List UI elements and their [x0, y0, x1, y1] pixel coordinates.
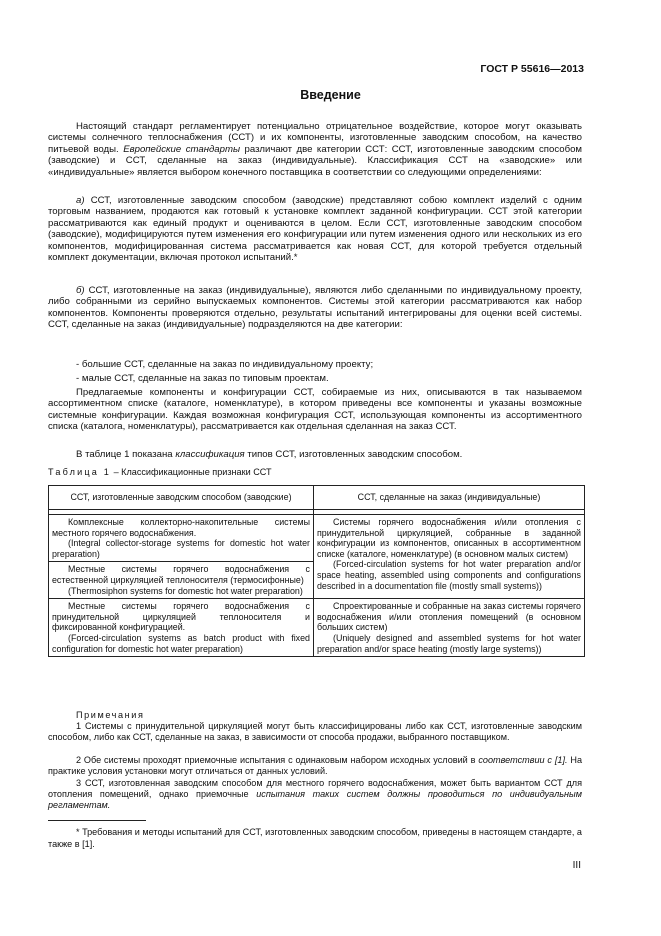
- classification-table: [48, 485, 585, 657]
- page-number: III: [572, 860, 581, 871]
- list-item-large: - большие ССТ, сделанные на заказ по индивидуальному проекту;: [76, 359, 374, 370]
- table-cell-custom: [314, 599, 585, 657]
- table-cell-factory: [49, 562, 314, 599]
- definition-b-text: ССТ, изготовленные на заказ (индивидуальные), являются либо сделанными по индивидуальному проекту, либо собранными из серийно выпускаемых компонентов. Системы этой категории рассматриваются как набор компонентов. Компоненты проверяются отдельно, результаты испытаний интегрированы для оценки всей системы. ССТ, сделанные на заказ (индивидуальные) подразделяются на две категории:: [48, 285, 583, 331]
- standard-header: ГОСТ Р 55616—2013: [480, 63, 584, 75]
- intro-p3-part-b: типов ССТ, изготовленных заводским способом.: [247, 449, 463, 460]
- section-title: Введение: [300, 88, 361, 102]
- cell-text-en: (Forced-circulation systems for hot water preparation and/or space heating, assembled using components and configurations described in a documentation file (mostly small systems)): [317, 559, 581, 591]
- note-3: [48, 778, 582, 810]
- intro-paragraph-2: Предлагаемые компоненты и конфигурации ССТ, собираемые из них, описываются в так называемом ассортиментном списке (каталоге, номенклатуре), в котором приведены все компоненты и указаны возможные системные конфигурации. Каждая возможная конфигурация ССТ, использующая компоненты из ассортиментного списка (каталога, номенклатуры), рассматривается как отдельная сделанная на заказ ССТ.: [48, 387, 582, 433]
- note-1: 1 Системы с принудительной циркуляцией могут быть классифицированы либо как ССТ, изготовленные заводским способом, либо как ССТ, сделанные на заказ, в зависимости от способа продажи, выбранного поставщиком.: [48, 721, 582, 742]
- table-header-custom: ССТ, сделанные на заказ (индивидуальные): [314, 486, 585, 510]
- intro-p1-emphasis: Европейские стандарты: [123, 143, 241, 155]
- definition-b-marker: б): [76, 285, 85, 296]
- table-cell-custom: [314, 515, 585, 599]
- note-3-part-a: 3 ССТ, изготовленная заводским способом для местного горячего водоснабжения, может быть вариантом ССТ для отопления помещений, однако приемочные: [48, 778, 582, 799]
- table-caption: [48, 467, 272, 477]
- table-row: [49, 515, 585, 562]
- note-3-emphasis: испытания таких систем должны проводиться по индивидуальным регламентам.: [48, 788, 582, 810]
- table-header-row: [49, 486, 585, 510]
- intro-paragraph-3: [48, 449, 582, 460]
- table-caption-label: Таблица 1: [48, 467, 112, 477]
- table-caption-text: – Классификационные признаки ССТ: [113, 467, 272, 477]
- table-row: [49, 599, 585, 657]
- cell-text-ru: Местные системы горячего водоснабжения с принудительной циркуляцией теплоносителя и фиксированной конфигурацией.: [52, 601, 310, 633]
- cell-text-en: (Thermosiphon systems for domestic hot water preparation): [68, 585, 303, 596]
- definition-a-text: ССТ, изготовленные заводским способом (заводские) представляют собою комплект изделий с одним торговым названием, продаются как готовый к установке комплект заданной конфигурации. ССТ этой категории рассматриваются как единый продукт и оцениваются в целом. Если ССТ, изготовленные заводским способом (заводские), модифицируются путем изменения его конфигурации или путем изменения одного или нескольких из его компонентов, модифицированная система рассматривается как новая ССТ, для которой требуется отдельный комплект документации, включая протокол испытаний.*: [48, 195, 582, 264]
- footnote: * Требования и методы испытаний для ССТ, изготовленных заводским способом, приведены в настоящем стандарте, а также в [1].: [48, 827, 582, 849]
- definition-a-marker: а): [76, 195, 85, 206]
- note-2: [48, 755, 582, 777]
- cell-text-en: (Uniquely designed and assembled systems for hot water preparation and/or space heating (mostly large systems)): [317, 632, 581, 654]
- note-2-part-a: 2 Обе системы проходят приемочные испытания с одинаковым набором исходных условий в: [76, 755, 476, 765]
- note-2-emphasis: соответствии с [1].: [478, 755, 568, 765]
- intro-p3-emphasis: классификация: [175, 449, 245, 460]
- intro-p1-part-a: Настоящий стандарт регламентирует потенциально отрицательное воздействие, которое могут оказывать системы солнечного теплоснабжения (ССТ) и их компоненты, изготовленные заводским способом, на качество питьевой воды.: [48, 121, 582, 155]
- note-2-part-b: На практике условия установки могут отличаться от данных условий.: [48, 755, 583, 776]
- intro-paragraph-1: [48, 121, 582, 178]
- table-header-factory: ССТ, изготовленные заводским способом (заводские): [49, 486, 314, 510]
- notes-heading: Примечания: [76, 710, 145, 720]
- intro-p3-part-a: В таблице 1 показана: [76, 449, 173, 460]
- definition-a: [48, 195, 582, 263]
- cell-text-ru: Спроектированные и собранные на заказ системы горячего водоснабжения и/или отопления помещений (в основном больших систем): [317, 601, 581, 633]
- cell-text-ru: Системы горячего водоснабжения и/или отопления с принудительной циркуляцией, собранные в заданной конфигурации из компонентов, описанных в ассортиментном списке (каталоге, номенклатуре) (в основном малых систем): [317, 517, 581, 559]
- footnote-separator: [48, 820, 146, 821]
- table-cell-factory: [49, 515, 314, 562]
- cell-text-en: (Forced-circulation systems as batch product with fixed configuration for domestic hot water preparation): [52, 632, 310, 654]
- definition-b: [48, 285, 582, 331]
- cell-text-ru: Комплексные коллекторно-накопительные системы местного горячего водоснабжения.: [52, 517, 310, 538]
- table-cell-factory: [49, 599, 314, 657]
- intro-p1-part-b: различают две категории ССТ: ССТ, изготовленные заводским способом (заводские) и ССТ, сделанные на заказ (индивидуальные). Классификация ССТ на «заводские» или «индивидуальные» является выбором конечного поставщика в соответствии со следующими определениями:: [48, 143, 583, 178]
- cell-text-ru: Местные системы горячего водоснабжения с естественной циркуляцией теплоносителя (термосифонные): [52, 564, 310, 585]
- cell-text-en: (Integral collector-storage systems for domestic hot water preparation): [52, 538, 310, 559]
- list-item-small: - малые ССТ, сделанные на заказ по типовым проектам.: [76, 373, 329, 384]
